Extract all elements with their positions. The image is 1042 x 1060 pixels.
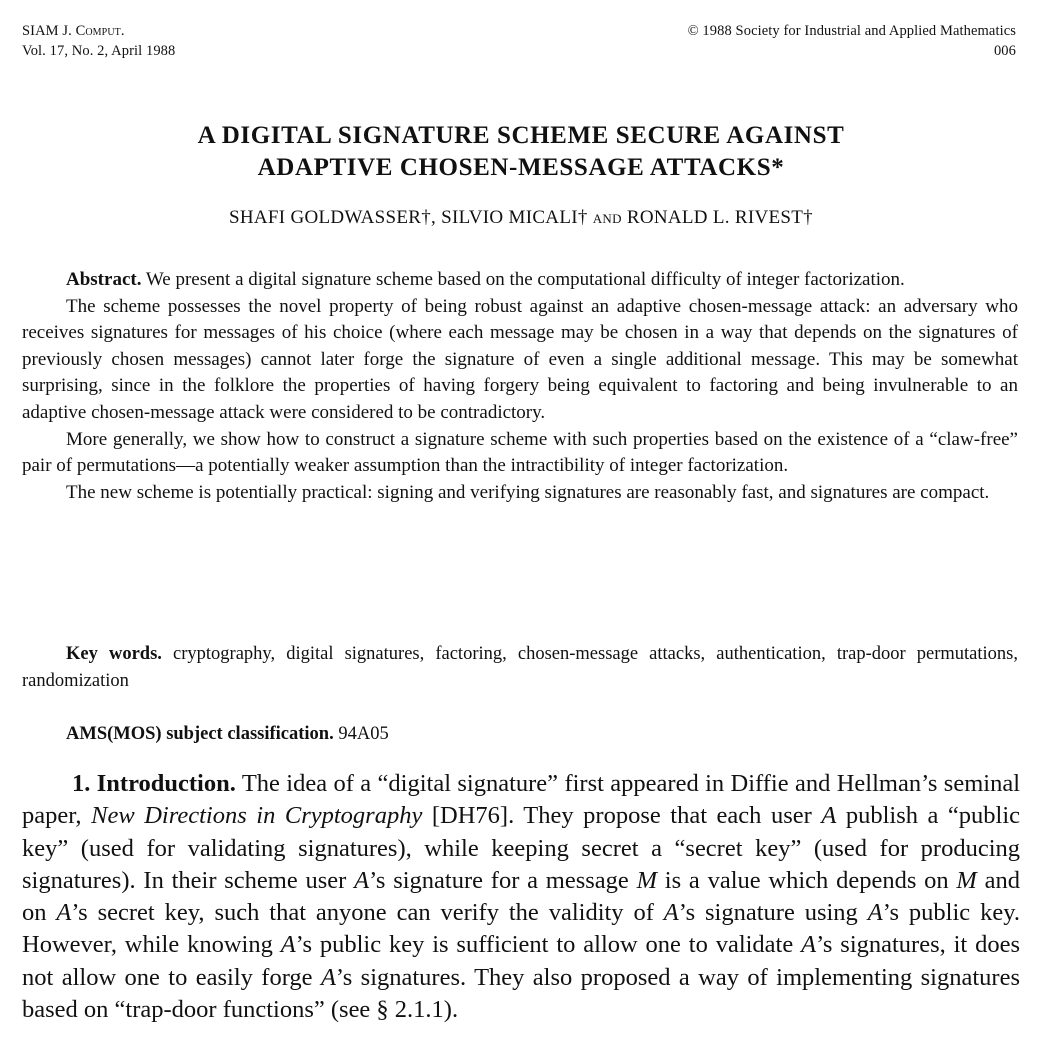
- article-number: 006: [993, 43, 1016, 59]
- abstract-text-1: We present a digital signature scheme based on the computational difficulty of integer factorization.: [145, 269, 905, 290]
- author-micali: SILVIO MICALI†: [441, 207, 588, 228]
- math-var-a: A: [354, 866, 370, 894]
- keywords-label: Key words.: [66, 644, 162, 664]
- math-var-a: A: [320, 963, 336, 991]
- section-heading: 1. Introduction.: [72, 770, 236, 797]
- intro-text: and on: [22, 866, 1020, 927]
- math-var-a: A: [56, 899, 72, 927]
- math-var-a: A: [801, 931, 817, 959]
- keywords-text: cryptography, digital signatures, factoring, chosen-message attacks, authentication, trap-door permutations, randomization: [22, 644, 1018, 691]
- title-line-2: ADAPTIVE CHOSEN-MESSAGE ATTACKS*: [257, 154, 785, 181]
- abstract: [22, 267, 1018, 506]
- author-goldwasser: SHAFI GOLDWASSER†,: [229, 207, 437, 228]
- author-list: [0, 205, 1042, 231]
- math-var-a: A: [663, 899, 679, 927]
- intro-text: [DH76]. They propose that each user: [431, 802, 812, 830]
- intro-text: The idea of a “digital signature” first appeared in Diffie and Hellman’s seminal paper,: [22, 770, 1021, 830]
- intro-text: ’s public key. However, while knowing: [22, 899, 1020, 959]
- abstract-paragraph-4: The new scheme is potentially practical: signing and verifying signatures are reasonably fast, and signatures are compact.: [66, 481, 990, 503]
- intro-text: ’s secret key, such that anyone can verify the validity of: [71, 899, 654, 927]
- math-var-a: A: [867, 899, 883, 927]
- introduction-section: [22, 768, 1020, 1026]
- ams-code: 94A05: [338, 724, 389, 744]
- math-var-m: M: [636, 866, 658, 894]
- math-var-a: A: [280, 931, 296, 959]
- abstract-paragraph-1: [22, 267, 1018, 294]
- intro-text: ’s public key is sufficient to allow one to validate: [295, 931, 794, 959]
- paper-title: [0, 120, 1042, 184]
- journal-header: [22, 21, 175, 61]
- math-var-a: A: [821, 802, 837, 830]
- author-conjunction: and: [592, 207, 622, 228]
- intro-text: ’s signatures, it does not allow one to easily forge: [22, 931, 1020, 991]
- abstract-label: Abstract.: [66, 269, 142, 290]
- intro-text: is a value which depends on: [664, 866, 949, 894]
- abstract-paragraph-2: The scheme possesses the novel property of being robust against an adaptive chosen-message attack: an adversary who receives signatures for messages of his choice (where each message may be chosen in a way that depends on the signatures of previously chosen messages) cannot later forge the signature of even a single additional message. This may be somewhat surprising, since in the folklore the properties of having forgery being equivalent to factoring and being invulnerable to an adaptive chosen-message attack were considered to be contradictory.: [22, 295, 1018, 423]
- ams-label: AMS(MOS) subject classification.: [66, 724, 334, 744]
- journal-volume: Vol. 17, No. 2, April 1988: [22, 43, 176, 59]
- ams-classification: [66, 721, 389, 747]
- journal-name: SIAM J. Comput.: [22, 23, 125, 39]
- title-line-1: A DIGITAL SIGNATURE SCHEME SECURE AGAINST: [197, 122, 845, 149]
- keywords: [22, 641, 1018, 694]
- copyright-header: [688, 21, 1016, 61]
- intro-text: ’s signature using: [678, 899, 858, 927]
- introduction-paragraph: [22, 768, 1020, 1026]
- intro-text: ’s signature for a message: [369, 866, 629, 894]
- math-var-m: M: [956, 866, 977, 894]
- author-rivest: RONALD L. RIVEST†: [626, 207, 813, 228]
- cited-paper-title: New Directions in Cryptography: [91, 802, 423, 830]
- abstract-paragraph-3: More generally, we show how to construct a signature scheme with such properties based on the existence of a “claw-free” pair of permutations—a potentially weaker assumption than the intractibility of integer factorization.: [22, 428, 1018, 477]
- copyright-notice: © 1988 Society for Industrial and Applied Mathematics: [687, 23, 1016, 39]
- intro-text: publish a “public key” (used for validating signatures), while keeping secret a “secret key” (used for producing signatures). In their scheme user: [22, 802, 1021, 894]
- intro-text: ’s signatures. They also proposed a way of implementing signatures based on “trap-door functions” (see § 2.1.1).: [22, 963, 1020, 1024]
